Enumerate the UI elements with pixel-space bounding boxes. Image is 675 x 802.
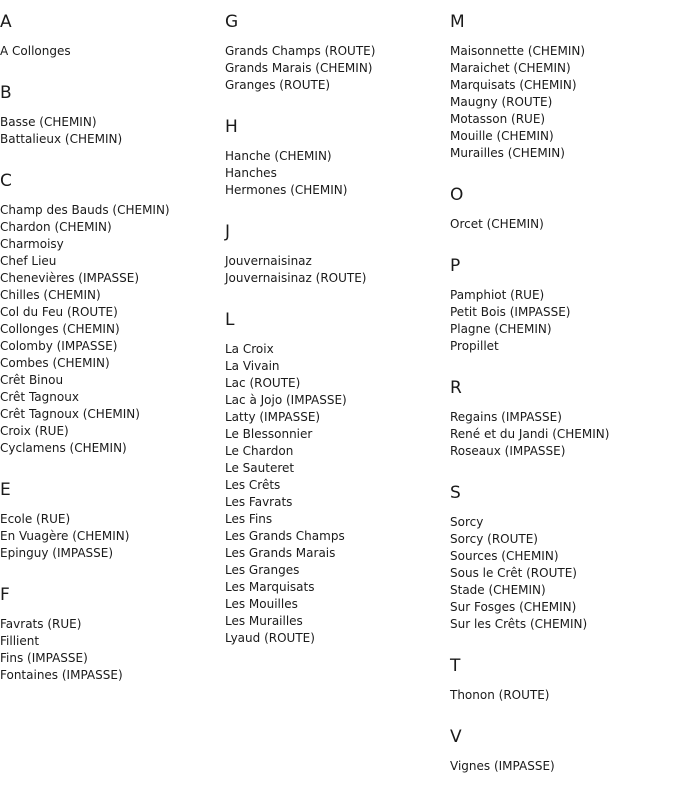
street-link[interactable]: Sur les Crêts (CHEMIN) [450, 617, 588, 631]
section-letter-heading: S [450, 483, 461, 503]
street-list [450, 32, 675, 173]
street-list [450, 503, 675, 644]
street-link[interactable]: Les Crêts [225, 478, 281, 492]
street-link[interactable]: Grands Marais (CHEMIN) [225, 61, 373, 75]
letter-section [0, 573, 225, 695]
street-link[interactable]: Chef Lieu [0, 254, 57, 268]
street-link[interactable]: Sous le Crêt (ROUTE) [450, 566, 577, 580]
street-list [225, 32, 450, 105]
street-list [450, 676, 675, 715]
street-link[interactable]: Propillet [450, 339, 499, 353]
letter-section [450, 244, 675, 366]
street-link[interactable]: Vignes (IMPASSE) [450, 759, 555, 773]
street-column-3 [450, 0, 675, 786]
section-letter-heading: R [450, 378, 462, 398]
street-link[interactable]: Col du Feu (ROUTE) [0, 305, 118, 319]
letter-section [225, 298, 450, 658]
street-link[interactable]: Le Chardon [225, 444, 294, 458]
street-link[interactable]: Motasson (RUE) [450, 112, 546, 126]
street-list [450, 276, 675, 366]
street-link[interactable]: Jouvernaisinaz (ROUTE) [225, 271, 367, 285]
street-link[interactable]: Chilles (CHEMIN) [0, 288, 101, 302]
section-letter-heading: B [0, 83, 12, 103]
street-list [0, 191, 225, 468]
street-link[interactable]: Les Marquisats [225, 580, 315, 594]
street-link[interactable]: Epinguy (IMPASSE) [0, 546, 114, 560]
street-list [0, 32, 225, 71]
street-link[interactable]: Les Favrats [225, 495, 293, 509]
street-link[interactable]: Hanche (CHEMIN) [225, 149, 332, 163]
street-link[interactable]: Chenevières (IMPASSE) [0, 271, 140, 285]
street-link[interactable]: Granges (ROUTE) [225, 78, 331, 92]
street-link[interactable]: Croix (RUE) [0, 424, 69, 438]
street-link[interactable]: Lac (ROUTE) [225, 376, 301, 390]
section-letter-heading: E [0, 480, 11, 500]
section-letter-heading: V [450, 727, 462, 747]
street-link[interactable]: Ecole (RUE) [0, 512, 71, 526]
street-link[interactable]: Crêt Tagnoux [0, 390, 79, 404]
street-link[interactable]: A Collonges [0, 44, 71, 58]
letter-section [450, 715, 675, 786]
street-link[interactable]: Les Murailles [225, 614, 303, 628]
street-link[interactable]: Sorcy (ROUTE) [450, 532, 538, 546]
section-letter-heading: C [0, 171, 12, 191]
street-link[interactable]: La Vivain [225, 359, 280, 373]
street-list [0, 605, 225, 695]
street-link[interactable]: Sources (CHEMIN) [450, 549, 559, 563]
letter-section [450, 644, 675, 715]
street-list [0, 500, 225, 573]
letter-section [0, 0, 225, 71]
street-link[interactable]: Colomby (IMPASSE) [0, 339, 118, 353]
street-list [225, 137, 450, 210]
street-column-1 [0, 0, 225, 695]
section-letter-heading: L [225, 310, 235, 330]
street-link[interactable]: Crêt Tagnoux (CHEMIN) [0, 407, 140, 421]
letter-section [225, 0, 450, 105]
letter-section [450, 471, 675, 644]
street-link[interactable]: Les Grands Champs [225, 529, 345, 543]
street-link[interactable]: Maraichet (CHEMIN) [450, 61, 571, 75]
street-link[interactable]: Cyclamens (CHEMIN) [0, 441, 127, 455]
street-list [225, 330, 450, 658]
street-link[interactable]: Plagne (CHEMIN) [450, 322, 552, 336]
street-link[interactable]: Mouille (CHEMIN) [450, 129, 554, 143]
section-letter-heading: M [450, 12, 465, 32]
letter-section [450, 173, 675, 244]
letter-section [0, 159, 225, 468]
street-link[interactable]: Jouvernaisinaz [225, 254, 312, 268]
street-link[interactable]: Petit Bois (IMPASSE) [450, 305, 571, 319]
street-link[interactable]: Le Sauteret [225, 461, 295, 475]
section-letter-heading: O [450, 185, 464, 205]
street-link[interactable]: Sur Fosges (CHEMIN) [450, 600, 577, 614]
section-letter-heading: J [225, 222, 231, 242]
street-link[interactable]: Champ des Bauds (CHEMIN) [0, 203, 170, 217]
street-link[interactable]: Lyaud (ROUTE) [225, 631, 315, 645]
street-link[interactable]: Crêt Binou [0, 373, 64, 387]
section-letter-heading: F [0, 585, 10, 605]
street-link[interactable]: Favrats (RUE) [0, 617, 82, 631]
section-letter-heading: H [225, 117, 238, 137]
street-link[interactable]: Hanches [225, 166, 277, 180]
section-letter-heading: A [0, 12, 12, 32]
street-link[interactable]: Maugny (ROUTE) [450, 95, 553, 109]
street-list [0, 103, 225, 159]
street-link[interactable]: Marquisats (CHEMIN) [450, 78, 577, 92]
street-link[interactable]: Fontaines (IMPASSE) [0, 668, 123, 682]
street-link[interactable]: Basse (CHEMIN) [0, 115, 97, 129]
street-list [450, 398, 675, 471]
letter-section [450, 0, 675, 173]
section-letter-heading: P [450, 256, 461, 276]
street-list [450, 205, 675, 244]
street-link[interactable]: Chardon (CHEMIN) [0, 220, 112, 234]
letter-section [225, 210, 450, 298]
street-link[interactable]: Thonon (ROUTE) [450, 688, 550, 702]
street-link[interactable]: René et du Jandi (CHEMIN) [450, 427, 610, 441]
street-link[interactable]: Fillient [0, 634, 40, 648]
street-link[interactable]: Grands Champs (ROUTE) [225, 44, 376, 58]
street-list [225, 242, 450, 298]
street-link[interactable]: Combes (CHEMIN) [0, 356, 110, 370]
letter-section [225, 105, 450, 210]
street-link[interactable]: Latty (IMPASSE) [225, 410, 321, 424]
street-list [450, 747, 675, 786]
street-link[interactable]: Battalieux (CHEMIN) [0, 132, 123, 146]
letter-section [450, 366, 675, 471]
street-link[interactable]: Fins (IMPASSE) [0, 651, 88, 665]
street-link[interactable]: En Vuagère (CHEMIN) [0, 529, 130, 543]
street-link[interactable]: Les Granges [225, 563, 300, 577]
street-link[interactable]: Charmoisy [0, 237, 64, 251]
street-link[interactable]: Hermones (CHEMIN) [225, 183, 348, 197]
street-link[interactable]: Sorcy [450, 515, 484, 529]
section-letter-heading: T [450, 656, 461, 676]
street-link[interactable]: Roseaux (IMPASSE) [450, 444, 566, 458]
street-link[interactable]: Les Grands Marais [225, 546, 336, 560]
street-link[interactable]: Orcet (CHEMIN) [450, 217, 544, 231]
street-link[interactable]: La Croix [225, 342, 274, 356]
letter-section [0, 468, 225, 573]
street-column-2 [225, 0, 450, 658]
street-link[interactable]: Regains (IMPASSE) [450, 410, 562, 424]
street-link[interactable]: Maisonnette (CHEMIN) [450, 44, 586, 58]
street-link[interactable]: Les Fins [225, 512, 273, 526]
street-link[interactable]: Les Mouilles [225, 597, 298, 611]
street-link[interactable]: Stade (CHEMIN) [450, 583, 546, 597]
section-letter-heading: G [225, 12, 239, 32]
street-link[interactable]: Pamphiot (RUE) [450, 288, 545, 302]
letter-section [0, 71, 225, 159]
street-link[interactable]: Le Blessonnier [225, 427, 313, 441]
street-link[interactable]: Lac à Jojo (IMPASSE) [225, 393, 347, 407]
street-link[interactable]: Collonges (CHEMIN) [0, 322, 120, 336]
street-link[interactable]: Murailles (CHEMIN) [450, 146, 565, 160]
